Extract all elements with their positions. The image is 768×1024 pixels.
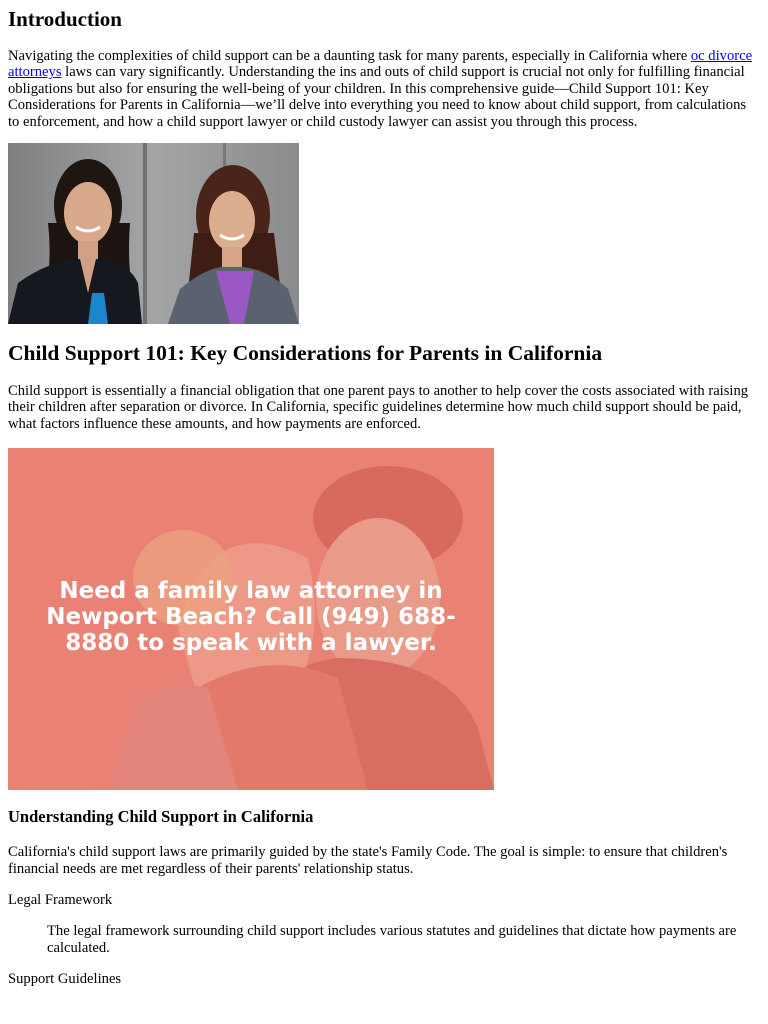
attorneys-photo [8,143,299,324]
intro-text-after-link: laws can vary significantly. Understanding the ins and outs of child support is crucial not only for fulfilling financial obligations but also for ensuring the well-being of your children. In this comprehensive guide—Child Support 101: Key Considerations for Parents in California—we’ll delve into everything you need to know about child support, from calculations to enforcement, and how a child support lawyer or child custody lawyer can assist you through this process. [8,64,747,130]
banner-call-to-action [8,578,494,656]
intro-paragraph [8,48,760,130]
banner-line-1: Need a family law attorney in [59,578,443,605]
section-paragraph-family-code: California's child support laws are primarily guided by the state's Family Code. The goal is simple: to ensure that children's financial needs are met regardless of their parents' relationship status. [8,844,728,877]
legal-framework-text: The legal framework surrounding child support includes various statutes and guidelines that dictate how payments are calculated. [47,923,737,956]
oc-divorce-attorneys-link[interactable]: oc divorce attorneys [8,48,753,81]
banner-line-2: Newport Beach? Call (949) 688- [46,604,456,631]
intro-text-before-link: Navigating the complexities of child support can be a daunting task for many parents, especially in California where [8,48,691,64]
call-lawyer-banner[interactable] [8,448,494,790]
section-heading-understanding: Understanding Child Support in California [8,807,314,827]
section-paragraph-child-support: Child support is essentially a financial obligation that one parent pays to another to help cover the costs associated with raising their children after separation or divorce. In California, specific guidelines determine how much child support should be paid, what factors influence these amounts, and how payments are enforced. [8,383,749,432]
banner-line-3: 8880 to speak with a lawyer. [65,630,437,657]
attorneys-photo-illustration [8,143,299,324]
intro-heading: Introduction [8,7,122,31]
section-heading-child-support-101: Child Support 101: Key Considerations for Parents in California [8,341,603,366]
legal-framework-label: Legal Framework [8,892,113,909]
support-guidelines-label: Support Guidelines [8,971,122,988]
